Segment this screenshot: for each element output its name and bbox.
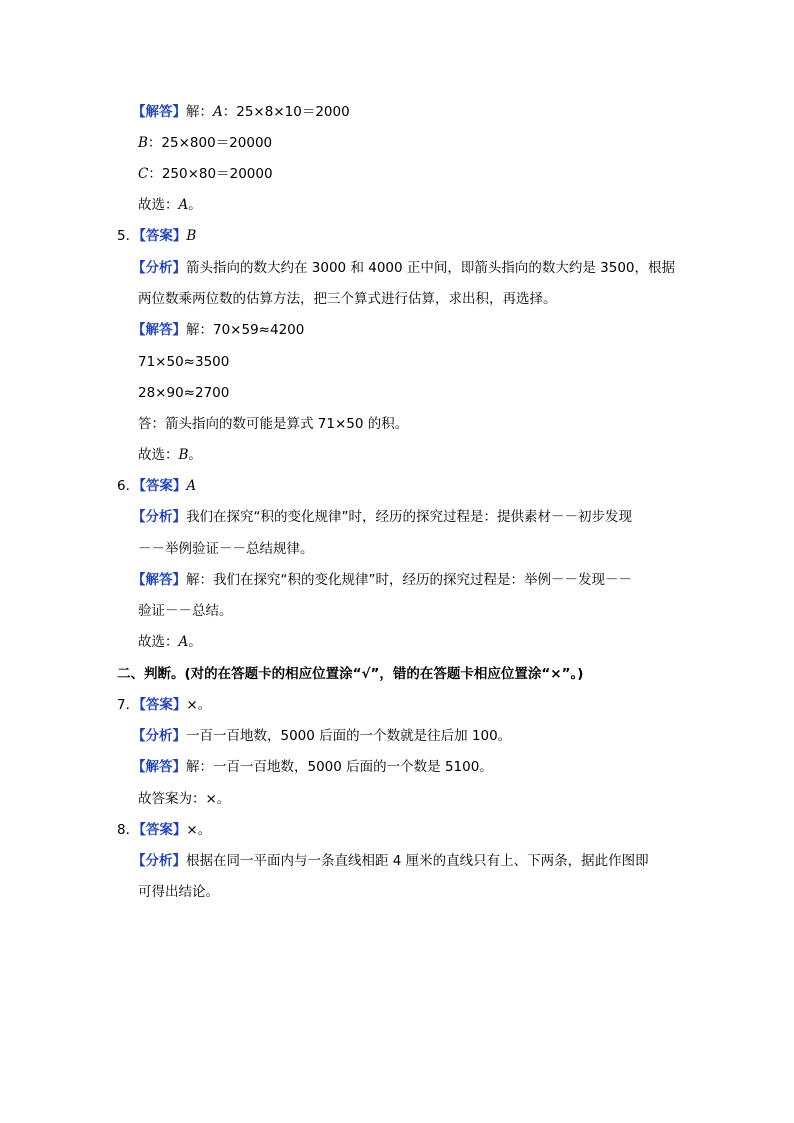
question-number: 5． [117, 228, 140, 244]
line-analysis-8-cont [138, 882, 219, 902]
text: 解：我们在探究“积的变化规律”时，经历的探究过程是：举例－－发现－－ [186, 572, 632, 588]
question-number: 8． [117, 822, 140, 838]
line-analysis-5 [132, 258, 675, 278]
text: 根据在同一平面内与一条直线相距 4 厘米的直线只有上、下两条，据此作图即 [186, 853, 649, 869]
text: ：25×8×10＝2000 [222, 104, 350, 120]
text: 箭头指向的数大约在 3000 和 4000 正中间，即箭头指向的数大约是 3500，根据 [186, 260, 676, 276]
line-solution-4-answer [132, 102, 350, 122]
text: 28×90≈2700 [138, 385, 230, 401]
solution-tag: 【解答】 [132, 104, 186, 120]
line-solution-6 [132, 570, 632, 590]
text: 答：箭头指向的数可能是算式 71×50 的积。 [138, 416, 409, 432]
option-variable: A [213, 104, 223, 120]
analysis-tag: 【分析】 [132, 728, 186, 744]
line-conclusion-5 [138, 414, 408, 434]
text: ×。 [186, 697, 212, 713]
text: －－举例验证－－总结规律。 [138, 541, 314, 557]
question-number: 6． [117, 478, 140, 494]
text: 一百一百地数，5000 后面的一个数就是往后加 100。 [186, 728, 512, 744]
line-analysis-7 [132, 726, 511, 746]
text: 可得出结论。 [138, 884, 219, 900]
text: 。 [188, 197, 202, 213]
line-option-b [138, 133, 272, 153]
line-answer-6 [117, 476, 196, 496]
line-choice-4 [138, 195, 202, 215]
section-title: 二、判断。(对的在答题卡的相应位置涂“√”，错的在答题卡相应位置涂“×”。) [117, 666, 584, 682]
option-variable: C [138, 166, 149, 182]
option-variable: A [178, 634, 189, 650]
analysis-tag: 【分析】 [132, 260, 186, 276]
option-variable: B [138, 135, 148, 151]
option-variable: A [178, 197, 189, 213]
text: 故选： [138, 197, 179, 213]
option-variable: B [178, 447, 189, 463]
question-number: 7． [117, 697, 140, 713]
line-solution-6-cont [138, 601, 233, 621]
text: 解： [186, 104, 213, 120]
line-estimate-2 [138, 352, 229, 372]
line-analysis-6 [132, 507, 632, 527]
line-conclusion-7 [138, 789, 230, 809]
line-choice-6 [138, 632, 202, 652]
answer-tag: 【答案】 [139, 478, 187, 494]
line-analysis-5-cont [138, 289, 557, 309]
text: ：25×800＝20000 [147, 135, 273, 151]
text: ：250×80＝20000 [148, 166, 273, 182]
line-option-c [138, 164, 273, 184]
line-answer-7 [117, 695, 211, 715]
analysis-tag: 【分析】 [132, 853, 186, 869]
text: 。 [188, 634, 202, 650]
line-answer-8 [117, 820, 211, 840]
solution-tag: 【解答】 [132, 759, 186, 775]
text: 两位数乘两位数的估算方法，把三个算式进行估算，求出积，再选择。 [138, 291, 557, 307]
option-variable: A [186, 478, 197, 494]
analysis-tag: 【分析】 [132, 509, 186, 525]
text: 故选： [138, 447, 179, 463]
line-analysis-6-cont [138, 539, 314, 559]
solution-tag: 【解答】 [132, 572, 186, 588]
text: 71×50≈3500 [138, 354, 230, 370]
line-estimate-3 [138, 383, 229, 403]
text: 验证－－总结。 [138, 603, 233, 619]
option-variable: B [186, 228, 197, 244]
line-choice-5 [138, 445, 202, 465]
text: 故答案为：×。 [138, 791, 231, 807]
answer-tag: 【答案】 [139, 697, 187, 713]
answer-tag: 【答案】 [139, 822, 187, 838]
line-solution-5 [132, 320, 304, 340]
line-solution-7 [132, 757, 493, 777]
section-heading-judgement [117, 664, 583, 684]
line-analysis-8 [132, 851, 649, 871]
line-answer-5 [117, 226, 196, 246]
text: 解：70×59≈4200 [186, 322, 305, 338]
answer-tag: 【答案】 [139, 228, 187, 244]
text: 解：一百一百地数，5000 后面的一个数是 5100。 [186, 759, 493, 775]
solution-tag: 【解答】 [132, 322, 186, 338]
text: 我们在探究“积的变化规律”时，经历的探究过程是：提供素材－－初步发现 [186, 509, 632, 525]
text: 故选： [138, 634, 179, 650]
text: 。 [188, 447, 202, 463]
text: ×。 [186, 822, 212, 838]
